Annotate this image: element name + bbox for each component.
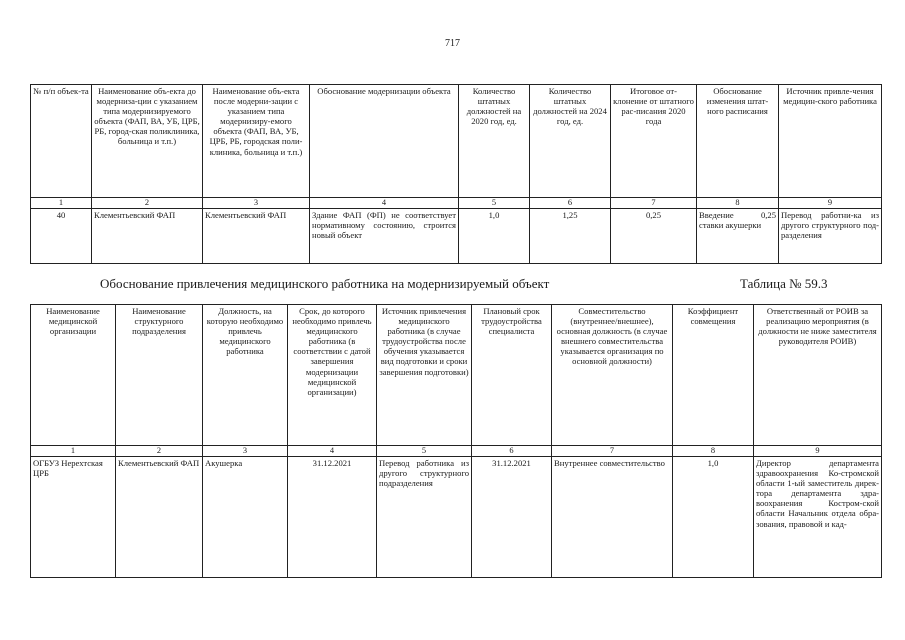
header-cell: Ответственный от РОИВ за реализацию мероприятия (в должности не ниже заместителя руководителя РОИВ) (754, 305, 882, 446)
modernization-table (30, 84, 882, 264)
column-number: 9 (754, 446, 882, 457)
column-number: 8 (697, 198, 779, 209)
header-cell: Наименование структурного подразделения (116, 305, 203, 446)
column-number: 7 (552, 446, 673, 457)
header-cell: Количество штатных должностей на 2020 год, ед. (459, 85, 530, 198)
organization-cell: ОГБУЗ Нерехтская ЦРБ (31, 457, 116, 578)
table-caption-label: Таблица № 59.3 (740, 276, 828, 291)
column-number: 7 (611, 198, 697, 209)
name-before-cell: Клементьевский ФАП (92, 209, 203, 264)
object-number-cell: 40 (31, 209, 92, 264)
header-cell: Наименование медицинской организации (31, 305, 116, 446)
deadline-cell: 31.12.2021 (288, 457, 377, 578)
header-cell: Должность, на которую необходимо привлечь медицинского работника (203, 305, 288, 446)
part-time-cell: Внутреннее совместительство (552, 457, 673, 578)
header-cell: Обоснование изменения штат-ного расписания (697, 85, 779, 198)
header-cell: № п/п объек-та (31, 85, 92, 198)
header-cell: Источник привлечения медицинского работника (в случае трудоустройства после обучения указывается вид подготовки и сроки завершения подготовки) (377, 305, 472, 446)
column-number: 3 (203, 446, 288, 457)
worker-recruitment-table (30, 304, 882, 578)
header-cell: Обоснование модернизации объекта (310, 85, 459, 198)
planned-date-cell: 31.12.2021 (472, 457, 552, 578)
header-cell: Наименование объ-екта до модерниза-ции с указанием типа модернизируемого объекта (ФАП, ВА, УБ, ЦРБ, РБ, город-ская поликлиника, больница и т.п.) (92, 85, 203, 198)
staff-change-reason-cell: Введение 0,25 ставки акушерки (697, 209, 779, 264)
page-number: 717 (445, 38, 460, 49)
coefficient-cell: 1,0 (673, 457, 754, 578)
table-caption-title: Обоснование привлечения медицинского работника на модернизируемый объект (100, 276, 550, 291)
name-after-cell: Клементьевский ФАП (203, 209, 310, 264)
column-number: 5 (377, 446, 472, 457)
column-number: 6 (472, 446, 552, 457)
column-number: 4 (288, 446, 377, 457)
header-cell: Срок, до которого необходимо привлечь медицинского работника (в соответствии с датой завершения модернизации медицинской организации) (288, 305, 377, 446)
column-number: 3 (203, 198, 310, 209)
staff-2020-cell: 1,0 (459, 209, 530, 264)
column-number: 1 (31, 198, 92, 209)
worker-source-cell: Перевод работника из другого структурного подразделения (377, 457, 472, 578)
column-number: 9 (779, 198, 882, 209)
column-number: 1 (31, 446, 116, 457)
column-number: 4 (310, 198, 459, 209)
worker-source-cell: Перевод работни-ка из другого структурного под-разделения (779, 209, 882, 264)
header-cell: Наименование объ-екта после модерни-зации с указанием типа модернизиру-емого объекта (ФАП, ВА, УБ, ЦРБ, РБ, городская поли-клиника, больница и т.п.) (203, 85, 310, 198)
table-header-row (31, 305, 882, 446)
column-number: 8 (673, 446, 754, 457)
staff-2024-cell: 1,25 (530, 209, 611, 264)
header-cell: Совместительство (внутреннее/внешнее), основная должность (в случае внешнего совместительства указывается организация по основной должности) (552, 305, 673, 446)
justification-cell: Здание ФАП (ФП) не соответствует нормативному состоянию, строится новый объект (310, 209, 459, 264)
header-cell: Плановый срок трудоустройства специалиста (472, 305, 552, 446)
column-number-row (31, 446, 882, 457)
responsible-cell: Директор департамента здравоохранения Ко-стромской области 1-ый заместитель дирек-тора департамента здра-воохранения Костром-ской области Начальник отдела обра-зования, правовой и кад- (754, 457, 882, 578)
deviation-cell: 0,25 (611, 209, 697, 264)
column-number: 6 (530, 198, 611, 209)
header-cell: Количество штатных должностей на 2024 год, ед. (530, 85, 611, 198)
table-row (31, 209, 882, 264)
column-number-row (31, 198, 882, 209)
column-number: 5 (459, 198, 530, 209)
header-cell: Коэффициент совмещения (673, 305, 754, 446)
table-header-row (31, 85, 882, 198)
position-cell: Акушерка (203, 457, 288, 578)
column-number: 2 (92, 198, 203, 209)
table-row (31, 457, 882, 578)
subdivision-cell: Клементьевский ФАП (116, 457, 203, 578)
column-number: 2 (116, 446, 203, 457)
header-cell: Источник привле-чения медицин-ского работника (779, 85, 882, 198)
header-cell: Итоговое от-клонение от штатного рас-писания 2020 года (611, 85, 697, 198)
